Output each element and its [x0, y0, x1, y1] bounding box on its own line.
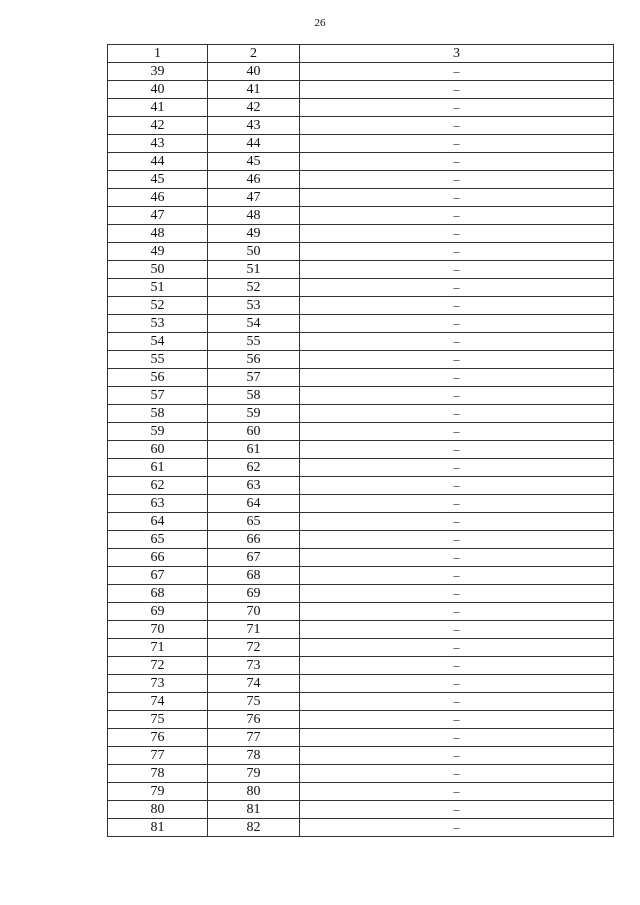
- table-cell-col-2: 61: [208, 441, 300, 459]
- table-row: [108, 639, 614, 657]
- table-cell-col-3: –: [300, 297, 614, 315]
- table-cell-col-1: 65: [108, 531, 208, 549]
- table-cell-col-2: 79: [208, 765, 300, 783]
- table-cell-col-3: –: [300, 513, 614, 531]
- table-cell-col-3: –: [300, 315, 614, 333]
- table-cell-col-3: –: [300, 369, 614, 387]
- table-cell-col-1: 48: [108, 225, 208, 243]
- table-row: [108, 369, 614, 387]
- table-cell-col-2: 67: [208, 549, 300, 567]
- table-row: [108, 315, 614, 333]
- table-row: [108, 657, 614, 675]
- table-row: [108, 405, 614, 423]
- table-row: [108, 135, 614, 153]
- table-row: [108, 117, 614, 135]
- table-cell-col-1: 74: [108, 693, 208, 711]
- table-cell-col-3: –: [300, 531, 614, 549]
- table-cell-col-1: 68: [108, 585, 208, 603]
- table-cell-col-3: –: [300, 63, 614, 81]
- table-row: [108, 747, 614, 765]
- table-cell-col-2: 53: [208, 297, 300, 315]
- table-cell-col-1: 40: [108, 81, 208, 99]
- table-cell-col-3: –: [300, 603, 614, 621]
- table-cell-col-2: 69: [208, 585, 300, 603]
- table-cell-col-1: 55: [108, 351, 208, 369]
- table-row: [108, 549, 614, 567]
- table-cell-col-2: 70: [208, 603, 300, 621]
- table-row: [108, 225, 614, 243]
- table-row: [108, 171, 614, 189]
- table-cell-col-3: –: [300, 639, 614, 657]
- table-row: [108, 693, 614, 711]
- table-cell-col-2: 43: [208, 117, 300, 135]
- table-cell-col-2: 45: [208, 153, 300, 171]
- table-cell-col-3: –: [300, 171, 614, 189]
- table-cell-col-2: 51: [208, 261, 300, 279]
- table-cell-col-2: 50: [208, 243, 300, 261]
- table-cell-col-3: –: [300, 189, 614, 207]
- table-row: [108, 801, 614, 819]
- table-cell-col-3: –: [300, 243, 614, 261]
- table-row: [108, 387, 614, 405]
- table-row: [108, 477, 614, 495]
- table-cell-col-2: 41: [208, 81, 300, 99]
- table-cell-col-1: 78: [108, 765, 208, 783]
- table-row: [108, 783, 614, 801]
- table-cell-col-2: 76: [208, 711, 300, 729]
- table-cell-col-2: 49: [208, 225, 300, 243]
- table-row: [108, 621, 614, 639]
- table-cell-col-1: 72: [108, 657, 208, 675]
- header-row: [108, 45, 614, 63]
- data-table: [107, 44, 614, 837]
- table-cell-col-2: 65: [208, 513, 300, 531]
- table-cell-col-1: 43: [108, 135, 208, 153]
- column-header-1: 1: [108, 45, 208, 63]
- table-row: [108, 297, 614, 315]
- table-cell-col-3: –: [300, 585, 614, 603]
- table-cell-col-1: 75: [108, 711, 208, 729]
- table-row: [108, 99, 614, 117]
- table-cell-col-2: 44: [208, 135, 300, 153]
- table-cell-col-1: 57: [108, 387, 208, 405]
- table-row: [108, 495, 614, 513]
- table-row: [108, 765, 614, 783]
- table-cell-col-1: 67: [108, 567, 208, 585]
- table-row: [108, 585, 614, 603]
- table-cell-col-3: –: [300, 711, 614, 729]
- table-cell-col-3: –: [300, 765, 614, 783]
- table-cell-col-3: –: [300, 225, 614, 243]
- table-row: [108, 441, 614, 459]
- table-cell-col-2: 46: [208, 171, 300, 189]
- table-cell-col-1: 64: [108, 513, 208, 531]
- table-row: [108, 711, 614, 729]
- table-cell-col-2: 73: [208, 657, 300, 675]
- table-cell-col-2: 55: [208, 333, 300, 351]
- table-row: [108, 459, 614, 477]
- table-cell-col-3: –: [300, 153, 614, 171]
- table-row: [108, 423, 614, 441]
- table-cell-col-1: 42: [108, 117, 208, 135]
- table-cell-col-1: 54: [108, 333, 208, 351]
- table-cell-col-1: 41: [108, 99, 208, 117]
- table-cell-col-2: 80: [208, 783, 300, 801]
- table-row: [108, 153, 614, 171]
- table-cell-col-3: –: [300, 621, 614, 639]
- table-cell-col-1: 39: [108, 63, 208, 81]
- table-row: [108, 675, 614, 693]
- table-cell-col-3: –: [300, 423, 614, 441]
- table-cell-col-1: 80: [108, 801, 208, 819]
- table-cell-col-2: 54: [208, 315, 300, 333]
- table-cell-col-3: –: [300, 81, 614, 99]
- table-cell-col-1: 44: [108, 153, 208, 171]
- table-cell-col-1: 73: [108, 675, 208, 693]
- column-header-2: 2: [208, 45, 300, 63]
- table-cell-col-2: 60: [208, 423, 300, 441]
- table-cell-col-1: 49: [108, 243, 208, 261]
- table-cell-col-1: 77: [108, 747, 208, 765]
- table-cell-col-2: 42: [208, 99, 300, 117]
- table-cell-col-3: –: [300, 747, 614, 765]
- table-cell-col-3: –: [300, 351, 614, 369]
- table-cell-col-3: –: [300, 477, 614, 495]
- table-cell-col-2: 57: [208, 369, 300, 387]
- table-cell-col-3: –: [300, 657, 614, 675]
- table-cell-col-2: 68: [208, 567, 300, 585]
- table-cell-col-3: –: [300, 567, 614, 585]
- table-cell-col-2: 81: [208, 801, 300, 819]
- page-number: 26: [314, 17, 326, 29]
- table-cell-col-1: 76: [108, 729, 208, 747]
- table-row: [108, 243, 614, 261]
- table-cell-col-1: 69: [108, 603, 208, 621]
- table-row: [108, 819, 614, 837]
- table-row: [108, 567, 614, 585]
- table-cell-col-2: 71: [208, 621, 300, 639]
- table-cell-col-1: 61: [108, 459, 208, 477]
- data-table-container: [107, 44, 613, 837]
- table-cell-col-2: 74: [208, 675, 300, 693]
- table-cell-col-2: 58: [208, 387, 300, 405]
- table-cell-col-2: 48: [208, 207, 300, 225]
- table-row: [108, 603, 614, 621]
- table-row: [108, 729, 614, 747]
- table-cell-col-2: 78: [208, 747, 300, 765]
- table-row: [108, 207, 614, 225]
- table-cell-col-1: 63: [108, 495, 208, 513]
- table-cell-col-2: 72: [208, 639, 300, 657]
- table-cell-col-2: 62: [208, 459, 300, 477]
- table-cell-col-2: 47: [208, 189, 300, 207]
- table-cell-col-1: 66: [108, 549, 208, 567]
- table-cell-col-3: –: [300, 495, 614, 513]
- table-row: [108, 63, 614, 81]
- table-cell-col-2: 59: [208, 405, 300, 423]
- table-row: [108, 261, 614, 279]
- table-cell-col-3: –: [300, 333, 614, 351]
- table-row: [108, 333, 614, 351]
- table-cell-col-2: 82: [208, 819, 300, 837]
- table-cell-col-1: 81: [108, 819, 208, 837]
- table-cell-col-1: 59: [108, 423, 208, 441]
- table-cell-col-2: 66: [208, 531, 300, 549]
- table-cell-col-1: 58: [108, 405, 208, 423]
- table-cell-col-3: –: [300, 99, 614, 117]
- table-cell-col-1: 62: [108, 477, 208, 495]
- table-cell-col-1: 70: [108, 621, 208, 639]
- table-cell-col-2: 52: [208, 279, 300, 297]
- table-cell-col-1: 71: [108, 639, 208, 657]
- table-cell-col-1: 50: [108, 261, 208, 279]
- table-cell-col-3: –: [300, 783, 614, 801]
- table-row: [108, 81, 614, 99]
- table-cell-col-3: –: [300, 819, 614, 837]
- table-cell-col-1: 56: [108, 369, 208, 387]
- table-cell-col-2: 77: [208, 729, 300, 747]
- table-cell-col-3: –: [300, 387, 614, 405]
- table-cell-col-2: 40: [208, 63, 300, 81]
- table-cell-col-3: –: [300, 135, 614, 153]
- table-cell-col-3: –: [300, 459, 614, 477]
- table-cell-col-3: –: [300, 693, 614, 711]
- table-cell-col-2: 75: [208, 693, 300, 711]
- table-cell-col-3: –: [300, 801, 614, 819]
- column-header-3: 3: [300, 45, 614, 63]
- table-cell-col-1: 45: [108, 171, 208, 189]
- table-cell-col-3: –: [300, 405, 614, 423]
- table-cell-col-3: –: [300, 261, 614, 279]
- table-row: [108, 189, 614, 207]
- table-cell-col-3: –: [300, 207, 614, 225]
- table-row: [108, 513, 614, 531]
- table-row: [108, 351, 614, 369]
- table-cell-col-3: –: [300, 729, 614, 747]
- table-cell-col-1: 51: [108, 279, 208, 297]
- table-cell-col-3: –: [300, 549, 614, 567]
- table-cell-col-1: 46: [108, 189, 208, 207]
- table-cell-col-1: 60: [108, 441, 208, 459]
- table-cell-col-1: 52: [108, 297, 208, 315]
- table-cell-col-3: –: [300, 279, 614, 297]
- table-cell-col-1: 53: [108, 315, 208, 333]
- table-cell-col-1: 47: [108, 207, 208, 225]
- table-cell-col-2: 63: [208, 477, 300, 495]
- table-row: [108, 279, 614, 297]
- table-cell-col-3: –: [300, 117, 614, 135]
- table-row: [108, 531, 614, 549]
- table-cell-col-2: 64: [208, 495, 300, 513]
- table-cell-col-2: 56: [208, 351, 300, 369]
- table-cell-col-3: –: [300, 441, 614, 459]
- table-body: [108, 63, 614, 837]
- table-cell-col-3: –: [300, 675, 614, 693]
- table-cell-col-1: 79: [108, 783, 208, 801]
